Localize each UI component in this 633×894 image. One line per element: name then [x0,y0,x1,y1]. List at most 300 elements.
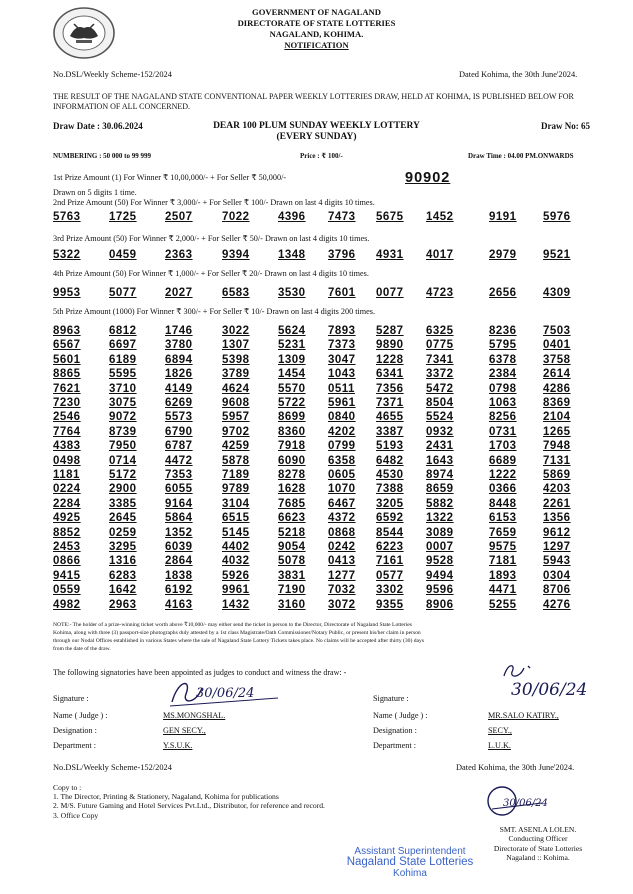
prize5-number: 5957 [222,411,250,424]
copy-to-block [53,783,325,820]
judge1-handwritten-date: 30/06/24 [196,686,255,701]
prize5-row [53,498,601,511]
prize5-number: 6055 [165,483,193,496]
prize5-number: 6894 [165,353,193,366]
prize5-number: 4372 [328,512,356,525]
prize2-number: 2507 [165,211,193,223]
prize5-number: 6482 [376,454,404,467]
prize5-number: 6812 [109,325,137,337]
conducting-officer [478,825,598,863]
prize4-number: 0077 [376,287,404,299]
prize5-number: 8974 [426,469,454,481]
prize5-number: 6515 [222,512,250,525]
prize5-number: 2261 [543,497,571,510]
prize5-number: 5570 [278,382,306,395]
prize2-number: 4396 [278,211,306,223]
prize5-number: 0932 [426,425,454,438]
prize5-number: 3089 [426,526,454,539]
copy-item: 1. The Director, Printing & Stationery, Nagaland, Kohima for publications [53,792,279,802]
prize5-number: 7356 [376,382,404,395]
prize5-number: 5231 [278,339,306,352]
draw-title-line-2: (EVERY SUNDAY) [276,132,357,142]
prize5-number: 8278 [278,469,306,481]
header-line-3: NAGALAND, KOHIMA. [269,29,364,39]
prize5-number: 0242 [328,541,356,553]
prize5-number: 0799 [328,440,356,453]
prize5-number: 2104 [543,411,571,424]
prize5-number: 8369 [543,397,571,409]
prize5-number: 1826 [165,368,193,381]
prize5-row [53,455,601,468]
prize5-number: 3789 [222,368,250,381]
prize5-number: 8360 [278,425,306,438]
prize5-number: 6790 [165,425,193,438]
prize5-number: 3047 [328,353,356,366]
prize1-number: 90902 [405,170,451,186]
prize5-number: 9355 [376,598,404,611]
prize5-number: 6223 [376,541,404,553]
prize5-number: 4472 [165,454,193,467]
prize5-number: 9528 [426,555,454,568]
prize5-number: 8706 [543,584,571,597]
prize5-number: 1222 [489,469,517,481]
prize2-number: 5763 [53,211,81,223]
prize5-number: 5255 [489,598,517,611]
prize5-number: 9890 [376,339,404,352]
prize5-number: 7230 [53,397,81,409]
prize5-number: 1265 [543,425,571,438]
prize5-number: 1454 [278,368,306,381]
prize5-number: 5722 [278,397,306,409]
note-line-3: through our Nodal Offices established in various States where the sale of Nagaland State Lottery Tickets takes place. No claims will be accepted after thirty (30) days [53,638,424,644]
prize5-number: 3295 [109,541,137,553]
officer-role: Conducting Officer [508,834,568,844]
prize5-number: 5943 [543,555,571,568]
prize5-number: 8544 [376,526,404,539]
prize5-number: 7189 [222,469,250,481]
prize5-number: 4982 [53,598,81,611]
prize5-number: 2384 [489,368,517,381]
prize3-number: 9521 [543,249,571,261]
prize5-number: 1893 [489,569,517,582]
prize5-number: 6153 [489,512,517,525]
prize5-number: 7893 [328,325,356,337]
prize5-number: 0577 [376,569,404,582]
prize5-number: 6189 [109,353,137,366]
prize2-number: 5976 [543,211,571,223]
prize5-number: 1703 [489,440,517,453]
prize5-row [53,339,601,352]
judge2-signature-label: Signature : [373,694,409,703]
prize5-number: 1277 [328,569,356,582]
prize5-number: 1642 [109,584,137,597]
prize5-number: 1356 [543,512,571,525]
prize5-number: 8448 [489,497,517,510]
prize3-number: 0459 [109,249,137,261]
prize5-number: 9072 [109,411,137,424]
prize5-number: 4276 [543,598,571,611]
judge1-designation: GEN SECY., [163,726,206,735]
prize5-row [53,584,601,597]
prize3-numbers [53,249,601,263]
prize5-number: 3022 [222,325,250,337]
prize5-number: 9054 [278,541,306,553]
dated-line: Dated Kohima, the 30th June'2024. [459,70,578,79]
prize3-number: 4931 [376,249,404,261]
prize5-number: 1352 [165,526,193,539]
prize5-number: 9415 [53,569,81,582]
prize2-text: 2nd Prize Amount (50) For Winner ₹ 3,000/- + For Seller ₹ 100/- Drawn on last 4 digits 10 times. [53,198,375,207]
prize5-number: 0259 [109,526,137,539]
prize5-number: 8906 [426,598,454,611]
prize5-number: 0605 [328,469,356,481]
judges-intro: The following signatories have been appointed as judges to conduct and witness the draw: - [53,668,347,677]
stamp-line-1: Assistant Superintendent [354,846,466,857]
prize5-number: 8739 [109,425,137,438]
prize5-number: 9575 [489,541,517,553]
prize5-row [53,483,601,496]
prize5-number: 5472 [426,382,454,395]
prize5-number: 2453 [53,541,81,553]
prize5-number: 6623 [278,512,306,525]
prize5-number: 6697 [109,339,137,352]
prize5-number: 3104 [222,497,250,510]
prize5-number: 7621 [53,382,81,395]
officer-name: SMT. ASENLA LOLEN. [499,825,577,834]
prize5-number: 6689 [489,454,517,467]
prize5-number: 5926 [222,569,250,582]
prize5-number: 5218 [278,526,306,539]
prize5-number: 6341 [376,368,404,381]
prize5-number: 7341 [426,353,454,366]
prize5-number: 4163 [165,598,193,611]
prize5-number: 5961 [328,397,356,409]
prize5-number: 3075 [109,397,137,409]
prize5-number: 5398 [222,353,250,366]
prize5-number: 0775 [426,339,454,352]
claim-note [53,621,598,653]
prize5-number: 3372 [426,368,454,381]
draw-time: Draw Time : 04.00 PM.ONWARDS [468,152,574,160]
prize5-number: 5595 [109,368,137,381]
prize5-number: 6567 [53,339,81,352]
stamp-line-2: Nagaland State Lotteries [346,856,474,868]
prize5-number: 1322 [426,512,454,525]
prize5-number: 4202 [328,425,356,438]
prize5-number: 6192 [165,584,193,597]
prize5-number: 6283 [109,569,137,582]
draw-number: Draw No: 65 [541,121,590,131]
prize5-row [53,368,601,381]
prize5-number: 4925 [53,512,81,525]
prize3-number: 4017 [426,249,454,261]
prize5-row [53,354,601,367]
prize5-number: 1181 [53,469,80,481]
prize5-number: 1643 [426,454,454,467]
judge2-signature-mark [500,660,540,682]
prize5-row [53,570,601,583]
prize5-number: 3302 [376,584,404,597]
prize5-number: 1316 [109,555,137,568]
prize5-number: 6378 [489,353,517,366]
prize5-number: 4032 [222,555,250,568]
intro-text: THE RESULT OF THE NAGALAND STATE CONVENTIONAL PAPER WEEKLY LOTTERIES DRAW, HELD AT KOHIMA, IS PUBLISHED BELOW FOR INFORMATION OF ALL CONCERNED. [53,92,574,111]
prize5-number: 0714 [109,454,137,467]
prize4-number: 2027 [165,287,193,299]
prize5-number: 2900 [109,483,137,496]
header-line-2: DIRECTORATE OF STATE LOTTERIES [237,18,396,28]
prize5-number: 7948 [543,440,571,453]
prize4-numbers [53,287,601,301]
prize1-text: 1st Prize Amount (1) For Winner ₹ 10,00,000/- + For Seller ₹ 50,000/- [53,173,287,182]
copy-item: 3. Office Copy [53,810,99,820]
prize5-number: 7685 [278,497,306,510]
prize4-text: 4th Prize Amount (50) For Winner ₹ 1,000/- + For Seller ₹ 20/- Drawn on last 4 digits 10 times. [53,269,369,278]
prize5-number: 0840 [328,411,356,424]
prize5-number: 5878 [222,454,250,467]
prize5-number: 3710 [109,382,137,395]
header-notification: NOTIFICATION [284,40,349,50]
prize5-number: 5864 [165,512,193,525]
prize5-number: 5624 [278,325,306,337]
prize3-number: 5322 [53,249,81,261]
prize5-number: 7131 [543,454,571,467]
prize4-number: 9953 [53,287,81,299]
officer-office: Directorate of State Lotteries [493,843,583,853]
prize5-number: 9789 [222,483,250,496]
prize4-number: 5077 [109,287,137,299]
prize5-number: 6039 [165,541,193,553]
prize2-number: 5675 [376,211,404,223]
prize5-number: 5172 [109,469,137,481]
prize4-number: 7601 [328,287,356,299]
prize5-number: 7181 [489,555,517,568]
prize5-number: 7032 [328,584,356,597]
prize2-number: 1452 [426,211,454,223]
footer-dated-line: Dated Kohima, the 30th June'2024. [456,763,575,772]
prize5-number: 0224 [53,483,81,496]
prize5-number: 8256 [489,411,517,424]
prize5-number: 0731 [489,425,517,438]
prize5-number: 3072 [328,598,356,611]
prize5-number: 6358 [328,454,356,467]
prize5-number: 0304 [543,569,571,582]
official-stamp [340,846,480,879]
prize4-number: 2656 [489,287,517,299]
prize5-number: 3831 [278,569,306,582]
prize5-number: 9612 [543,526,571,539]
prize5-number: 7353 [165,469,193,481]
prize5-row [53,541,601,554]
prize5-number: 7190 [278,584,306,597]
prize5-number: 5524 [426,411,454,424]
prize5-row [53,527,601,540]
prize5-number: 7503 [543,325,571,337]
note-line-1: NOTE:- The holder of a prize-winning ticket worth above ₹10,000/- may either send the ticket in person to the Director, Directorate of Nagaland State Lotteries [53,622,412,628]
prize5-number: 4655 [376,411,404,424]
prize5-row [53,411,601,424]
prize5-number: 4530 [376,469,404,481]
prize5-number: 1307 [222,339,250,352]
judge2-designation-label: Designation : [373,726,417,735]
prize5-number: 7373 [328,339,356,352]
prize5-row [53,383,601,396]
prize5-number: 2284 [53,497,81,510]
prize5-number: 4149 [165,382,193,395]
prize3-number: 2979 [489,249,517,261]
prize5-number: 1746 [165,325,193,337]
prize5-number: 6592 [376,512,404,525]
prize5-number: 9608 [222,397,250,409]
prize5-number: 8659 [426,483,454,496]
prize5-number: 1228 [376,353,404,366]
prize5-number: 1432 [222,598,250,611]
prize5-number: 6467 [328,497,356,510]
prize5-number: 7764 [53,425,81,438]
prize5-number: 3385 [109,497,137,510]
prize3-number: 1348 [278,249,306,261]
prize3-number: 9394 [222,249,250,261]
prize5-number: 0007 [426,541,454,553]
draw-title [0,121,633,143]
prize5-number: 1628 [278,483,306,496]
prize4-number: 4723 [426,287,454,299]
prize5-row [53,397,601,410]
prize5-number: 9961 [222,584,250,597]
copy-item: 2. M/S. Future Gaming and Hotel Services Pvt.Ltd., Distributor, for reference and record. [53,801,325,811]
numbering: NUMBERING : 50 000 to 99 999 [53,152,151,160]
ticket-price: Price : ₹ 100/- [300,152,343,160]
draw-date: Draw Date : 30.06.2024 [53,121,143,131]
judge1-signature-label: Signature : [53,694,89,703]
judge2-handwritten-date: 30/06/24 [511,680,588,700]
judge1-name-label: Name ( Judge ) : [53,711,108,720]
prize5-number: 3387 [376,425,404,438]
prize5-number: 7388 [376,483,404,496]
prize5-text: 5th Prize Amount (1000) For Winner ₹ 300/- + For Seller ₹ 10/- Drawn on last 4 digits 200 times. [53,307,376,316]
footer-scheme-ref: No.DSL/Weekly Scheme-152/2024 [53,763,172,772]
prize5-number: 5287 [376,325,404,337]
prize5-number: 2431 [426,440,454,453]
prize5-number: 2864 [165,555,193,568]
copy-heading: Copy to : [53,783,82,792]
prize5-number: 7918 [278,440,306,453]
prize5-number: 7659 [489,526,517,539]
prize5-number: 0798 [489,382,517,395]
prize5-number: 0498 [53,454,81,467]
prize5-number: 1043 [328,368,356,381]
judge2-department: L.U.K. [488,741,511,750]
judge1-name: MS.MONGSHAL. [163,711,226,720]
prize3-text: 3rd Prize Amount (50) For Winner ₹ 2,000/- + For Seller ₹ 50/- Drawn on last 4 digits 10 times. [53,234,370,243]
prize5-number: 7371 [376,397,404,409]
prize5-number: 4383 [53,440,81,453]
prize5-number: 0559 [53,584,81,597]
prize5-number: 1063 [489,397,517,409]
prize5-number: 2614 [543,368,571,381]
prize2-number: 9191 [489,211,517,223]
scheme-ref: No.DSL/Weekly Scheme-152/2024 [53,70,172,79]
judge2-name-label: Name ( Judge ) : [373,711,428,720]
prize5-number: 2963 [109,598,137,611]
prize2-number: 7473 [328,211,356,223]
prize5-number: 0366 [489,483,517,496]
prize5-row [53,512,601,525]
judge1-department: Y.S.U.K. [163,741,193,750]
prize5-number: 3205 [376,497,404,510]
prize5-number: 9596 [426,584,454,597]
prize4-number: 4309 [543,287,571,299]
judge2-designation: SECY., [488,726,512,735]
prize5-row [53,469,601,482]
prize5-number: 4259 [222,440,250,453]
officer-handwritten-date: 30/06/24 [503,798,548,809]
prize5-number: 8699 [278,411,306,424]
prize5-number: 1297 [543,541,571,553]
prize2-number: 1725 [109,211,137,223]
prize5-number: 8504 [426,397,454,409]
prize5-number: 4471 [489,584,517,597]
prize5-number: 6090 [278,454,306,467]
prize5-number: 3758 [543,353,571,366]
header-line-1: GOVERNMENT OF NAGALAND [252,7,381,17]
prize5-number: 5601 [53,353,81,366]
prize5-number: 9494 [426,569,454,582]
prize2-number: 7022 [222,211,250,223]
prize5-number: 4402 [222,541,250,553]
stamp-line-3: Kohima [393,868,427,879]
prize5-number: 1070 [328,483,356,496]
prize3-number: 2363 [165,249,193,261]
prize5-number: 8963 [53,325,81,337]
judge1-department-label: Department : [53,741,96,750]
prize5-number: 5193 [376,440,404,453]
prize5-number: 5869 [543,469,571,481]
note-line-4: from the date of the draw. [53,646,111,652]
prize5-number: 8852 [53,526,81,539]
prize5-row [53,555,601,568]
note-line-2: Kohima, along with three (3) passport-size photographs duly attested by a 1st class Magistrate/Oath Commissioner/Notary Public, or present his/her claim in person [53,630,421,636]
judge2-department-label: Department : [373,741,416,750]
judge1-designation-label: Designation : [53,726,97,735]
prize5-number: 0413 [328,555,356,568]
prize5-number: 4624 [222,382,250,395]
prize5-number: 5882 [426,497,454,510]
prize5-number: 9164 [165,497,193,510]
prize5-number: 2645 [109,512,137,525]
prize5-number: 0866 [53,555,81,568]
prize5-number: 5573 [165,411,193,424]
prize1-sub: Drawn on 5 digits 1 time. [53,188,137,197]
prize5-number: 4286 [543,382,571,395]
judge2-name: MR.SALO KATIRY., [488,711,559,720]
prize3-number: 3796 [328,249,356,261]
prize5-number: 5078 [278,555,306,568]
prize5-number: 2546 [53,411,81,424]
prize5-number: 0868 [328,526,356,539]
prize5-number: 6787 [165,440,193,453]
prize2-numbers [53,211,601,225]
prize5-number: 7950 [109,440,137,453]
prize5-number: 8865 [53,368,81,381]
prize5-number: 0511 [328,382,355,395]
prize5-row [53,325,601,338]
prize5-row [53,599,601,612]
header [0,7,633,51]
prize5-number: 8236 [489,325,517,337]
prize5-number: 1838 [165,569,193,582]
prize5-number: 0401 [543,339,571,352]
